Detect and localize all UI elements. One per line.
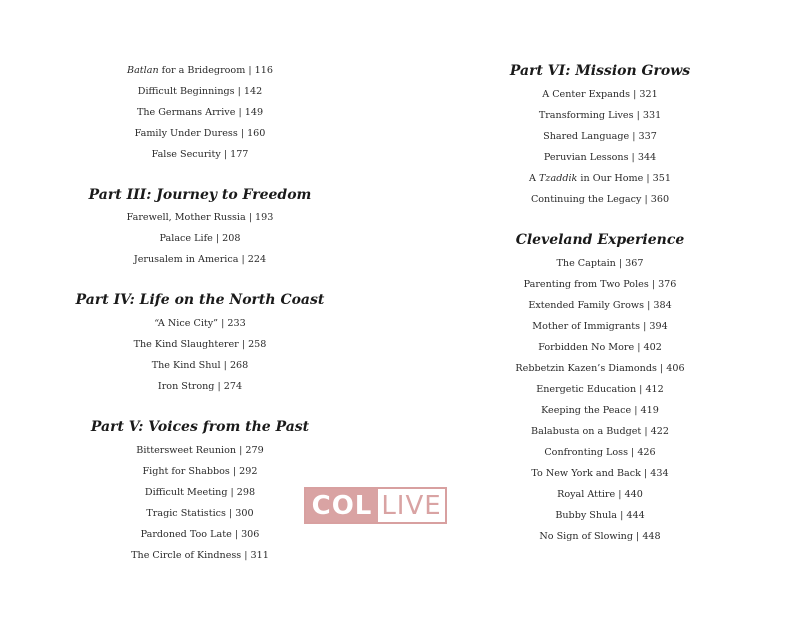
- toc-entry: A Tzaddik in Our Home | 351: [529, 173, 671, 184]
- toc-entry: Difficult Meeting | 298: [144, 487, 256, 498]
- part-vi-heading: Part VI: Mission Grows: [509, 63, 691, 79]
- toc-entry: Royal Attire | 440: [557, 489, 643, 500]
- toc-entry: Pardoned Too Late | 306: [140, 529, 260, 540]
- toc-entry: False Security | 177: [151, 149, 249, 160]
- toc-entry: A Center Expands | 321: [542, 89, 658, 100]
- toc-entry: Tragic Statistics | 300: [146, 508, 254, 519]
- collive-watermark: [304, 487, 447, 524]
- toc-entry: Batlan for a Bridegroom | 116: [127, 65, 273, 76]
- watermark-col-text: COL: [306, 489, 378, 522]
- toc-entry: To New York and Back | 434: [531, 468, 669, 479]
- toc-entry: Transforming Lives | 331: [538, 110, 662, 121]
- toc-entry: The Kind Shul | 268: [151, 360, 249, 371]
- toc-entry: Energetic Education | 412: [536, 384, 664, 395]
- toc-entry: Forbidden No More | 402: [538, 342, 662, 353]
- toc-entry: Parenting from Two Poles | 376: [523, 279, 677, 290]
- toc-entry: The Captain | 367: [556, 258, 644, 269]
- toc-entry: Shared Language | 337: [543, 131, 657, 142]
- toc-entry: Rebbetzin Kazen’s Diamonds | 406: [515, 363, 685, 374]
- toc-entry: Iron Strong | 274: [157, 381, 243, 392]
- toc-entry: Balabusta on a Budget | 422: [531, 426, 669, 437]
- toc-entry: The Kind Slaughterer | 258: [133, 339, 267, 350]
- toc-entry: Difficult Beginnings | 142: [137, 86, 263, 97]
- toc-entry: Family Under Duress | 160: [134, 128, 266, 139]
- part-iii-heading: Part III: Journey to Freedom: [88, 187, 312, 203]
- toc-entry: “A Nice City” | 233: [154, 318, 246, 329]
- toc-entry: Bittersweet Reunion | 279: [136, 445, 264, 456]
- part-iv-heading: Part IV: Life on the North Coast: [75, 292, 325, 308]
- toc-entry: Fight for Shabbos | 292: [142, 466, 258, 477]
- cleveland-heading: Cleveland Experience: [515, 232, 685, 248]
- toc-entry: Continuing the Legacy | 360: [530, 194, 670, 205]
- toc-entry: Bubby Shula | 444: [555, 510, 645, 521]
- toc-entry: The Circle of Kindness | 311: [131, 550, 269, 561]
- toc-entry: Mother of Immigrants | 394: [532, 321, 668, 332]
- part-v-heading: Part V: Voices from the Past: [90, 419, 310, 435]
- toc-entry: Palace Life | 208: [159, 233, 241, 244]
- watermark-live-text: LIVE: [378, 489, 445, 522]
- toc-entry: Keeping the Peace | 419: [541, 405, 659, 416]
- toc-entry: Jerusalem in America | 224: [133, 254, 267, 265]
- toc-entry: No Sign of Slowing | 448: [539, 531, 661, 542]
- toc-entry: Extended Family Grows | 384: [528, 300, 672, 311]
- toc-entry: The Germans Arrive | 149: [136, 107, 264, 118]
- toc-entry: Farewell, Mother Russia | 193: [126, 212, 274, 223]
- toc-entry: Peruvian Lessons | 344: [543, 152, 657, 163]
- toc-entry: Confronting Loss | 426: [544, 447, 656, 458]
